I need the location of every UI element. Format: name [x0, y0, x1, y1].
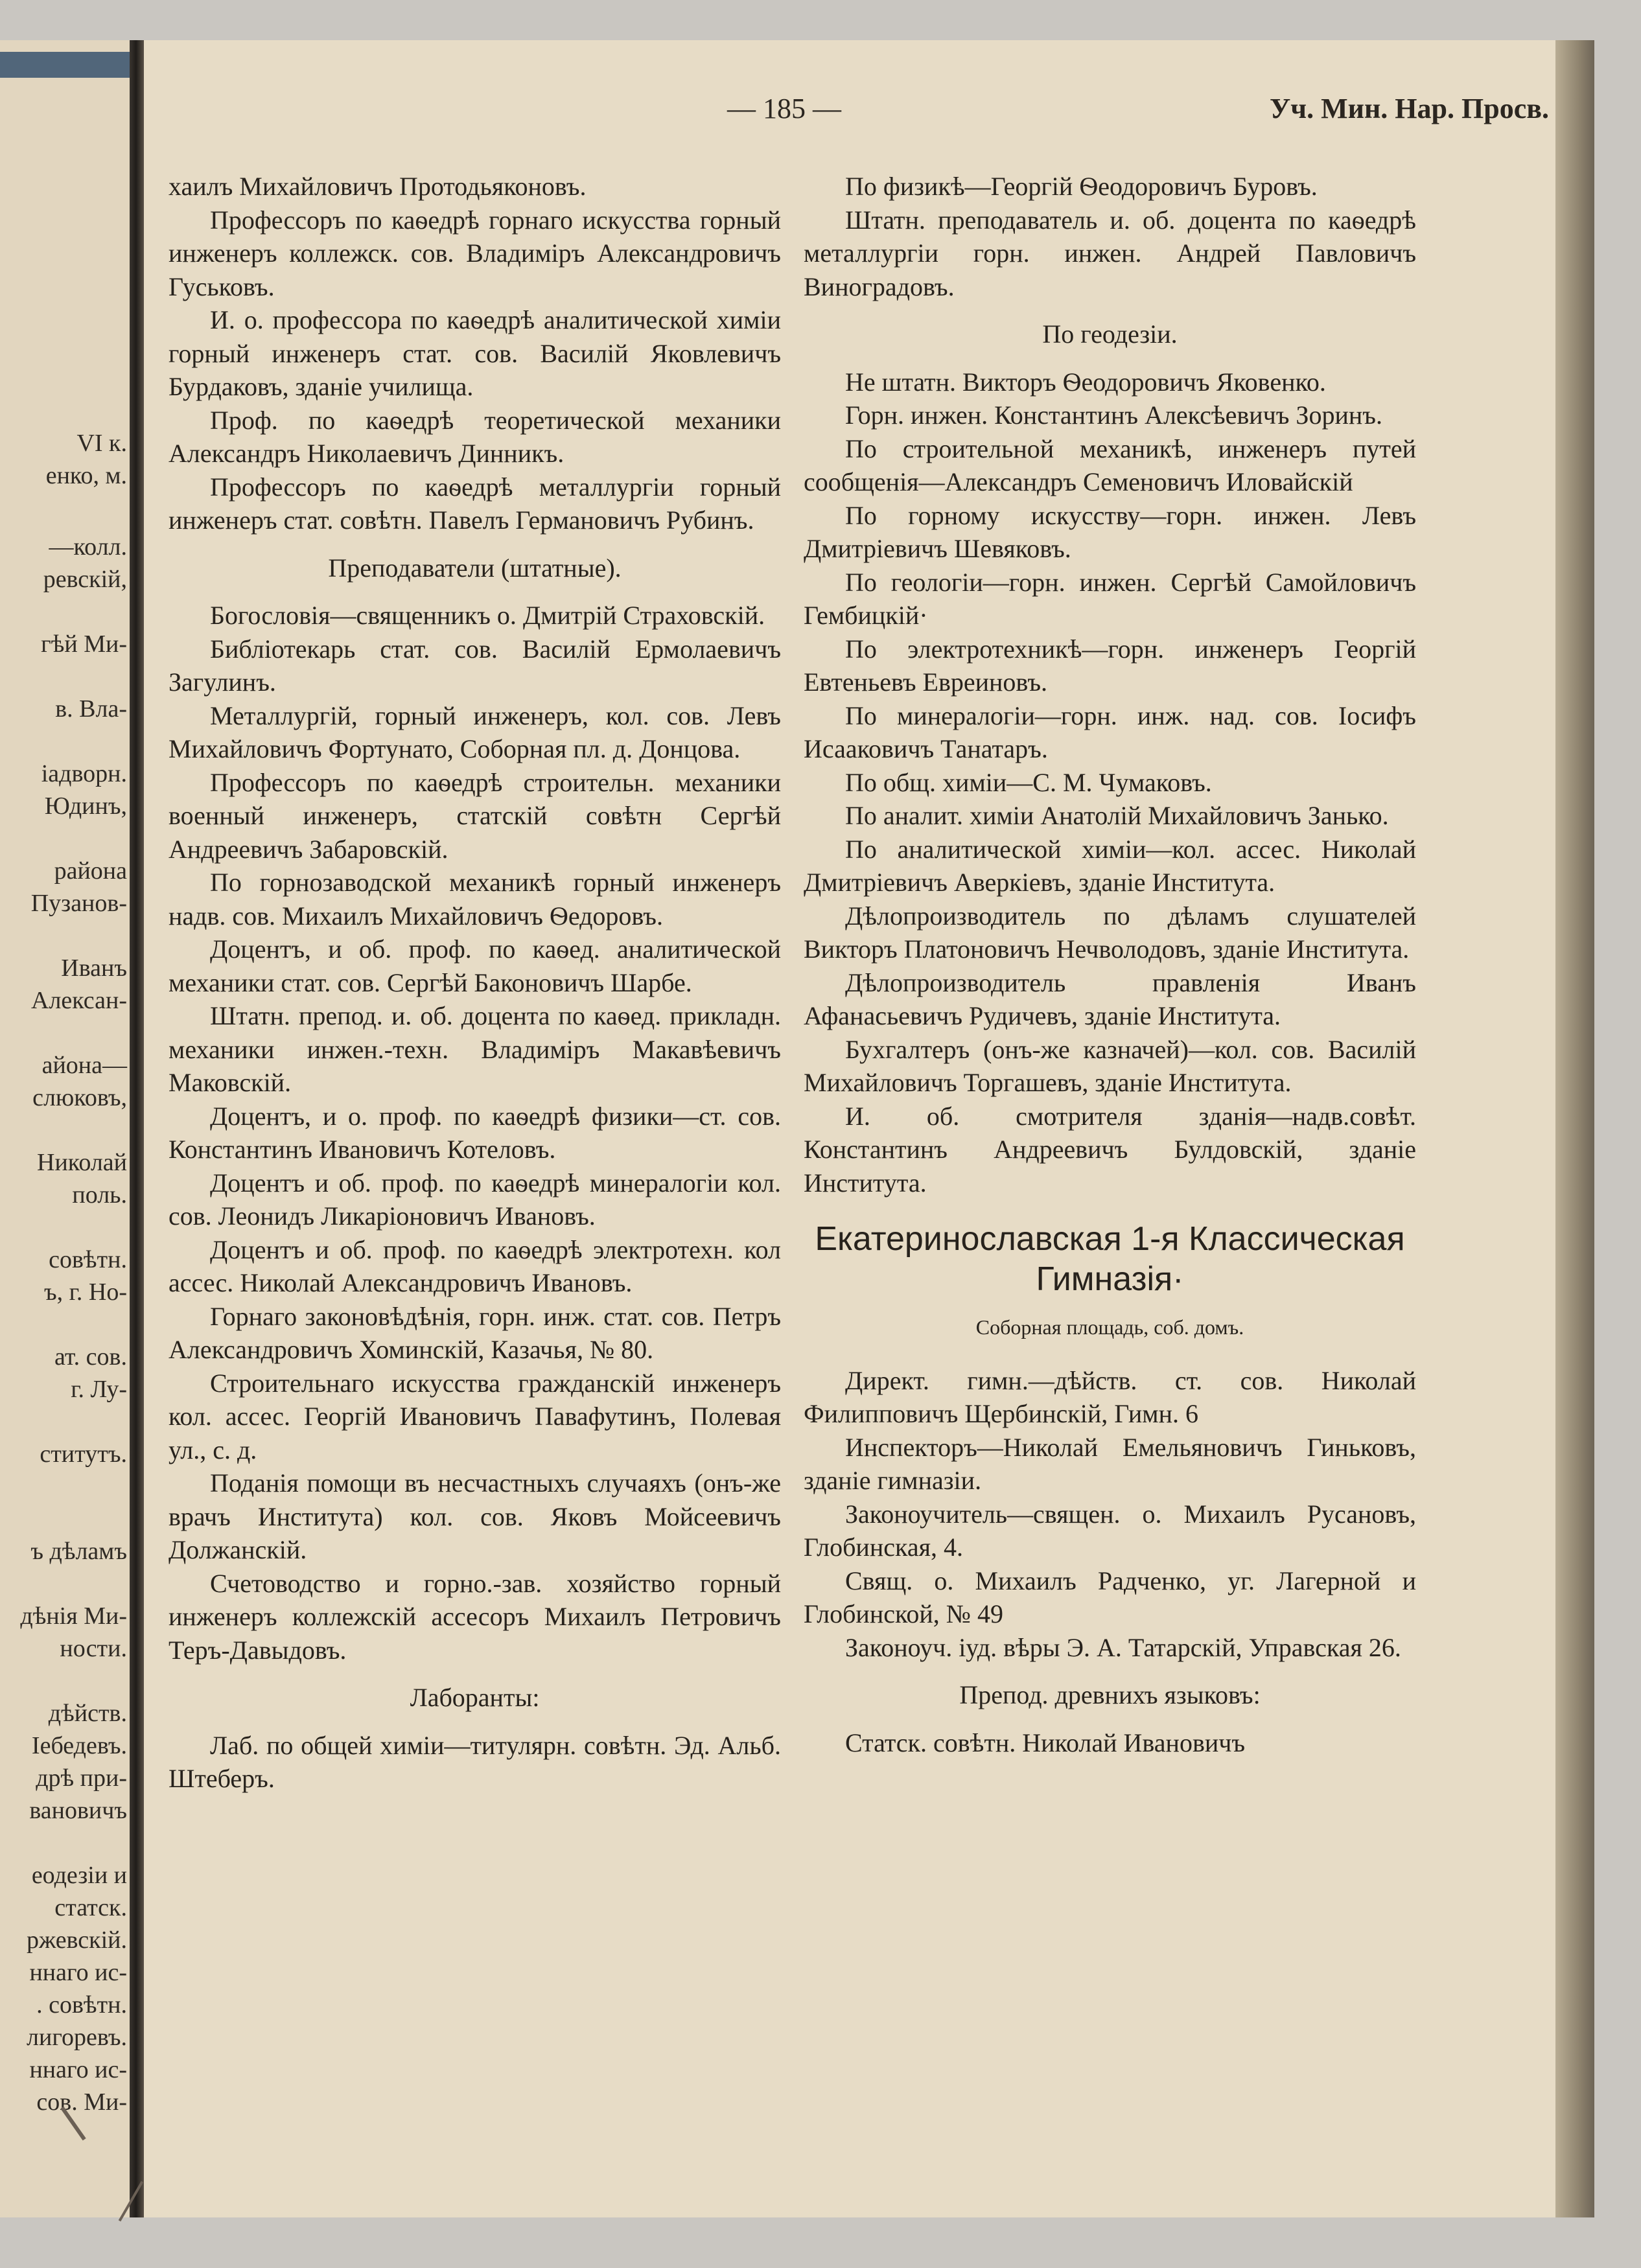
left-page-fragment: Пузанов-	[30, 890, 127, 917]
paragraph: Лаб. по общей химіи—титулярн. совѣтн. Эд. Альб. Штеберъ.	[169, 1730, 781, 1793]
paragraph: По горнозаводской механикѣ горный инженеръ надв. сов. Михаилъ Михайловичъ Ѳедоровъ.	[169, 868, 781, 931]
left-page-fragment: гѣй Ми-	[41, 631, 127, 658]
paragraph: хаилъ Михайловичъ Протодьяконовъ.	[169, 172, 587, 201]
paragraph: Металлургій, горный инженеръ, кол. сов. Левъ Михайловичъ Фортунато, Соборная пл. д. Донцова.	[169, 700, 781, 763]
left-page-fragment: ревскій,	[43, 566, 127, 593]
paragraph: И. о. профессора по каѳедрѣ аналитической химіи горный инженеръ стат. сов. Василій Яковлевичъ Бурдаковъ, зданіе училища.	[169, 305, 781, 401]
paragraph: Свящ. о. Михаилъ Радченко, уг. Лагерной и Глобинской, № 49	[804, 1566, 1416, 1628]
left-page-fragment: Юдинъ,	[44, 793, 127, 820]
paragraph: По горному искусству—горн. инжен. Левъ Дмитріевичъ Шевяковъ.	[804, 500, 1416, 563]
left-page-fragment: —колл.	[49, 533, 127, 561]
left-page-fragment: совѣтн.	[49, 1246, 127, 1273]
paragraph: Профессоръ по каѳедрѣ строительн. механики военный инженеръ, статскій совѣтн Сергѣй Андреевичъ Забаровскій.	[169, 767, 781, 864]
running-head	[144, 92, 1555, 131]
left-page-fragment: ститутъ.	[40, 1441, 127, 1468]
paragraph: Горн. инжен. Константинъ Алексѣевичъ Зоринъ.	[845, 400, 1382, 430]
left-page-fragment: ъ, г. Но-	[43, 1279, 127, 1306]
paragraph: По геологіи—горн. инжен. Сергѣй Самойловичъ Гембицкій·	[804, 567, 1416, 630]
left-page-fragment: ат. сов.	[54, 1343, 127, 1371]
left-page-fragment: ннаго ис-	[29, 1959, 127, 1986]
left-page-fragment: Іебедевъ.	[31, 1732, 127, 1759]
left-page-fragment: . совѣтн.	[36, 1991, 127, 2019]
left-page-fragment: лигоревъ.	[27, 2024, 127, 2051]
paragraph: Не штатн. Викторъ Ѳеодоровичъ Яковенко.	[845, 367, 1326, 397]
institution-address: Соборная площадь, соб. домъ.	[975, 1315, 1244, 1339]
paragraph: Директ. гимн.—дѣйств. ст. сов. Николай Филипповичъ Щербинскій, Гимн. 6	[804, 1365, 1416, 1428]
left-page-fragment: ржевскій.	[26, 1927, 127, 1954]
left-page-fragment: слюковъ,	[32, 1084, 127, 1111]
paragraph: Поданія помощи въ несчастныхъ случаяхъ (онъ-же врачъ Института) кол. сов. Яковъ Мойсеевичъ Должанскій.	[169, 1468, 781, 1564]
paragraph: Строительнаго искусства гражданскій инженеръ кол. ассес. Георгій Ивановичъ Павафутинъ, Полевая ул., с. д.	[169, 1368, 781, 1464]
paragraph: Библіотекарь стат. сов. Василій Ермолаевичъ Загулинъ.	[169, 634, 781, 697]
page-number: — 185 —	[727, 93, 841, 124]
paragraph: Профессоръ по каѳедрѣ металлургіи горный инженеръ стат. совѣтн. Павелъ Германовичъ Рубинъ.	[169, 472, 781, 535]
left-page-blue-strip	[0, 52, 136, 78]
paragraph: Статск. совѣтн. Николай Ивановичъ	[845, 1728, 1246, 1757]
institution-heading: Екатеринославская 1-я Классическая Гимназія·	[815, 1220, 1405, 1298]
section-heading: Лаборанты:	[410, 1683, 540, 1712]
paragraph: По минералогіи—горн. инж. над. сов. Іосифъ Исааковичъ Танатаръ.	[804, 700, 1416, 763]
left-column	[169, 170, 781, 1796]
left-page-fragment: еодезіи и	[31, 1862, 127, 1889]
left-page-fragment: в. Вла-	[55, 695, 127, 723]
left-page-fragment: дрѣ при-	[36, 1765, 127, 1792]
paragraph: Счетоводство и горно.-зав. хозяйство горный инженеръ коллежскій ассесоръ Михаилъ Петровичъ Теръ-Давыдовъ.	[169, 1568, 781, 1665]
paragraph: Доцентъ, и об. проф. по каѳед. аналитической механики стат. сов. Сергѣй Баконовичъ Шарбе.	[169, 934, 781, 997]
paragraph: По аналит. химіи Анатолій Михайловичъ Занько.	[845, 801, 1389, 830]
left-page-fragment: ъ дѣламъ	[30, 1538, 127, 1565]
paragraph: Доцентъ и об. проф. по каѳедрѣ минералогіи кол. сов. Леонидъ Ликаріоновичъ Ивановъ.	[169, 1168, 781, 1231]
section-heading: Препод. древнихъ языковъ:	[959, 1680, 1261, 1709]
left-page-fragment: ннаго ис-	[29, 2056, 127, 2083]
paragraph: Законоучитель—священ. о. Михаилъ Русановъ, Глобинская, 4.	[804, 1499, 1416, 1562]
paragraph: Доцентъ и об. проф. по каѳедрѣ электротехн. кол ассес. Николай Александровичъ Ивановъ.	[169, 1234, 781, 1297]
left-page-fragment: енко, м.	[45, 462, 127, 489]
scanned-spread	[0, 40, 1594, 2217]
paragraph: Дѣлопроизводитель правленія Иванъ Афанасьевичъ Рудичевъ, зданіе Института.	[804, 967, 1416, 1030]
left-page-fragment: поль.	[72, 1181, 127, 1209]
paragraph: Законоуч. іуд. вѣры Э. А. Татарскій, Управская 26.	[845, 1632, 1401, 1662]
paragraph: По аналитической химіи—кол. ассес. Николай Дмитріевичъ Аверкіевъ, зданіе Института.	[804, 834, 1416, 897]
left-page-fragment: Иванъ	[61, 955, 127, 982]
left-page-margin	[0, 40, 144, 2217]
page-edges	[1555, 40, 1594, 2217]
left-page-fragment: іадворн.	[41, 760, 127, 787]
left-page-fragment: дѣнія Ми-	[20, 1603, 127, 1630]
left-page-fragment: сов. Ми-	[36, 2089, 127, 2116]
paragraph: По общ. химіи—С. М. Чумаковъ.	[845, 767, 1212, 797]
paragraph: Проф. по каѳедрѣ теоретической механики Александръ Николаевичъ Динникъ.	[169, 405, 781, 468]
left-page-fragment: Алексан-	[31, 987, 127, 1014]
book-gutter	[130, 40, 144, 2217]
paragraph: Штатн. препод. и. об. доцента по каѳед. прикладн. механики инжен.-техн. Владиміръ Макавѣевичъ Маковскій.	[169, 1001, 781, 1097]
left-page-fragment: дѣйств.	[48, 1700, 127, 1727]
page-185	[144, 40, 1555, 2217]
paragraph: Бухгалтеръ (онъ-же казначей)—кол. сов. Василій Михайловичъ Торгашевъ, зданіе Института.	[804, 1034, 1416, 1097]
section-heading: По геодезіи.	[1042, 319, 1178, 349]
paragraph: Богословія—священникъ о. Дмитрій Страховскій.	[210, 601, 765, 630]
left-page-fragment: вановичъ	[29, 1797, 127, 1824]
right-column	[804, 170, 1416, 1759]
left-page-fragment: Николай	[37, 1149, 127, 1176]
paragraph: Профессоръ по каѳедрѣ горнаго искусства горный инженеръ коллежск. сов. Владиміръ Александровичъ Гуськовъ.	[169, 205, 781, 301]
paragraph: Инспекторъ—Николай Емельяновичъ Гиньковъ, зданіе гимназіи.	[804, 1432, 1416, 1495]
paragraph: Дѣлопроизводитель по дѣламъ слушателей Викторъ Платоновичъ Нечволодовъ, зданіе Института.	[804, 901, 1416, 964]
left-page-fragment: статск.	[54, 1894, 127, 1921]
left-page-fragment: г. Лу-	[71, 1376, 127, 1403]
left-page-fragment: района	[54, 857, 127, 885]
paragraph: Доцентъ, и о. проф. по каѳедрѣ физики—ст. сов. Константинъ Ивановичъ Котеловъ.	[169, 1101, 781, 1164]
paragraph: По электротехникѣ—горн. инженеръ Георгій Евтеньевъ Евреиновъ.	[804, 634, 1416, 697]
paragraph: Горнаго законовѣдѣнія, горн. инж. стат. сов. Петръ Александровичъ Хоминскій, Казачья, № 80.	[169, 1301, 781, 1364]
paragraph: По строительной механикѣ, инженеръ путей сообщенія—Александръ Семеновичъ Иловайскій	[804, 434, 1416, 496]
section-title: Уч. Мин. Нар. Просв.	[1269, 93, 1549, 124]
paragraph: Штатн. преподаватель и. об. доцента по каѳедрѣ металлургіи горн. инжен. Андрей Павловичъ Виноградовъ.	[804, 205, 1416, 301]
left-page-fragment: айона—	[41, 1052, 127, 1079]
paragraph: По физикѣ—Георгій Ѳеодоровичъ Буровъ.	[845, 172, 1318, 201]
left-page-fragment: VI к.	[76, 430, 127, 457]
section-heading: Преподаватели (штатные).	[328, 553, 622, 583]
left-page-fragment: ности.	[60, 1635, 127, 1662]
paragraph: И. об. смотрителя зданія—надв.совѣт. Константинъ Андреевичъ Булдовскій, зданіе Института.	[804, 1101, 1416, 1198]
